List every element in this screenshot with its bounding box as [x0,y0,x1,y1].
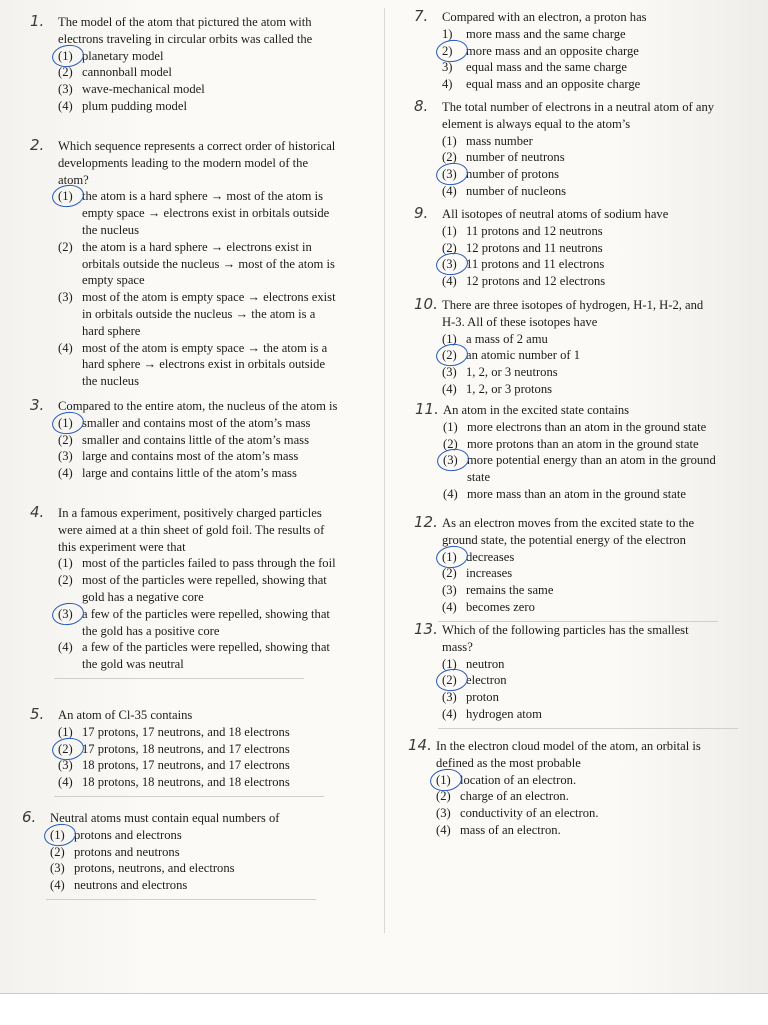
answer-option-1[interactable] [442,223,712,240]
question-stem: Neutral atoms must contain equal numbers of [50,811,280,825]
option-text: a few of the particles were repelled, showing that the gold was neutral [82,640,330,672]
question-4 [30,503,336,673]
question-number: 7. [414,7,429,25]
column-divider [384,8,385,933]
option-text: 11 protons and 11 electrons [466,257,605,272]
question-stem: In a famous experiment, positively charged particles were aimed at a thin sheet of gold foil. The results of this experiment were that [58,506,325,554]
question-13 [414,620,718,723]
option-label: (1) [442,223,457,238]
option-text: hydrogen atom [466,706,542,721]
option-label: (1) [50,827,65,842]
option-label: (2) [442,348,457,363]
answer-option-3[interactable] [58,289,336,339]
option-label: (1) [58,189,73,204]
option-label: (2) [442,673,457,688]
option-label: (3) [58,449,73,464]
option-label: (3) [58,82,73,97]
question-11 [415,400,727,503]
question-7 [414,7,712,93]
answer-option-3[interactable] [442,256,712,273]
question-12 [414,513,722,616]
option-label: (3) [442,167,457,182]
option-text: a mass of 2 amu [466,331,548,346]
option-text: a few of the particles were repelled, showing that the gold has a positive core [82,606,330,638]
option-text: conductivity of an electron. [460,806,599,821]
question-stem: As an electron moves from the excited state to the ground state, the potential energy of the electron [442,516,695,547]
answer-option-4[interactable] [442,381,717,398]
option-text: an atomic number of 1 [466,348,581,363]
option-text: smaller and contains most of the atom’s mass [82,415,311,430]
option-label: (2) [442,566,457,581]
option-label: (3) [443,453,458,468]
question-stem: Compared to the entire atom, the nucleus of the atom is [58,399,338,413]
answer-option-3[interactable] [58,606,336,640]
answer-option-3[interactable] [50,860,320,877]
option-text: increases [466,566,513,581]
question-number: 10. [414,295,438,313]
answer-option-2[interactable] [442,240,712,257]
option-text: large and contains little of the atom’s mass [82,466,297,481]
option-text: the atom is a hard sphere → most of the atom is empty space → electrons exist in orbitals outside the nucleus [82,189,330,237]
section-rule [54,678,304,679]
option-text: large and contains most of the atom’s mass [82,449,299,464]
option-label: (3) [50,861,65,876]
option-text: protons, neutrons, and electrons [74,861,235,876]
option-text: 1, 2, or 3 protons [466,381,553,396]
answer-option-3[interactable] [442,364,717,381]
section-rule [46,899,316,900]
question-stem: An atom of Cl-35 contains [58,708,193,722]
question-number: 13. [414,620,438,638]
option-label: (4) [442,274,457,289]
option-label: (2) [58,239,73,254]
question-number: 1. [30,12,45,30]
option-label: (4) [58,340,73,355]
option-label: (4) [58,466,73,481]
option-label: (3) [442,690,457,705]
answer-option-3[interactable] [436,805,718,822]
option-label: (1) [58,556,73,571]
option-label: (2) [442,150,457,165]
answer-option-1[interactable] [443,419,727,436]
option-label: (4) [442,381,457,396]
option-text: number of nucleons [466,183,567,198]
option-text: number of protons [466,167,560,182]
answer-option-2[interactable] [58,64,320,81]
question-9 [414,204,712,290]
section-rule [54,796,324,797]
answer-option-1[interactable] [442,331,717,348]
question-10 [414,295,717,398]
answer-option-1[interactable] [442,133,722,150]
option-text: remains the same [466,583,554,598]
question-number: 11. [415,400,439,418]
option-label: (1) [442,133,457,148]
option-label: (4) [443,486,458,501]
option-text: decreases [466,549,515,564]
option-text: most of the atom is empty space → the atom is a hard sphere → electrons exist in orbitals outside the nucleus [82,340,328,389]
option-label: (2) [442,240,457,255]
option-label: (4) [442,706,457,721]
option-text: more electrons than an atom in the ground state [467,419,707,434]
option-label: (4) [58,98,73,113]
question-number: 2. [30,136,45,154]
question-number: 5. [30,705,45,723]
question-stem: All isotopes of neutral atoms of sodium have [442,207,669,221]
answer-option-4[interactable] [58,340,336,390]
answer-option-4[interactable] [443,486,727,503]
option-text: equal mass and the same charge [466,60,627,75]
answer-option-4[interactable] [442,599,722,616]
option-text: 12 protons and 12 electrons [466,274,606,289]
option-text: mass of an electron. [460,822,561,837]
option-label: 4) [442,77,453,92]
answer-option-2[interactable] [443,436,727,453]
option-label: (1) [58,48,73,63]
answer-option-1[interactable] [436,772,718,789]
option-text: wave-mechanical model [82,82,205,97]
answer-option-3[interactable] [443,452,727,486]
option-label: (2) [58,741,73,756]
answer-option-1[interactable] [58,555,336,572]
question-stem: Compared with an electron, a proton has [442,10,647,24]
answer-option-1[interactable] [58,188,336,238]
answer-option-4[interactable] [442,273,712,290]
answer-option-1[interactable] [442,656,718,673]
option-text: most of the atom is empty space → electrons exist in orbitals outside the nucleus → the atom is a hard sphere [82,290,336,338]
answer-option-3[interactable] [442,582,722,599]
option-text: more mass and the same charge [466,26,626,41]
answer-option-2[interactable] [442,347,717,364]
question-stem: In the electron cloud model of the atom, an orbital is defined as the most probable [436,739,701,770]
answer-option-3[interactable] [442,689,718,706]
option-label: 2) [442,43,453,58]
option-label: (4) [50,878,65,893]
answer-option-1[interactable] [58,48,320,65]
option-label: (4) [58,640,73,655]
section-rule [438,728,738,729]
option-text: smaller and contains little of the atom’s mass [82,432,309,447]
option-text: 18 protons, 17 neutrons, and 17 electrons [82,758,290,773]
answer-option-2[interactable] [442,149,722,166]
option-label: (4) [442,599,457,614]
option-label: (1) [442,331,457,346]
option-text: most of the particles failed to pass through the foil [82,556,336,571]
option-label: 3) [442,60,453,75]
option-text: becomes zero [466,599,535,614]
answer-option-2[interactable] [436,788,718,805]
question-number: 8. [414,97,429,115]
option-label: (4) [442,183,457,198]
answer-option-2[interactable] [58,239,336,289]
option-text: 17 protons, 18 neutrons, and 17 electrons [82,741,290,756]
option-text: neutron [466,656,505,671]
option-label: (3) [442,365,457,380]
answer-option-3[interactable] [442,59,712,76]
question-number: 4. [30,503,45,521]
answer-option-1[interactable] [442,26,712,43]
answer-option-1[interactable] [50,827,320,844]
question-number: 14. [408,736,432,754]
question-number: 3. [30,396,45,414]
answer-option-2[interactable] [442,672,718,689]
answer-option-3[interactable] [58,448,338,465]
question-number: 6. [22,808,37,826]
option-label: (2) [50,844,65,859]
question-stem: The model of the atom that pictured the atom with electrons traveling in circular orbits was called the [58,15,313,46]
answer-option-3[interactable] [58,81,320,98]
answer-option-2[interactable] [58,741,316,758]
answer-option-2[interactable] [50,844,320,861]
option-text: more potential energy than an atom in the ground state [467,453,716,485]
option-text: location of an electron. [460,772,577,787]
answer-option-4[interactable] [442,76,712,93]
option-text: 12 protons and 11 neutrons [466,240,603,255]
scanner-bottom-edge [0,993,768,1025]
option-label: (1) [436,772,451,787]
option-text: protons and neutrons [74,844,180,859]
question-stem: An atom in the excited state contains [443,403,630,417]
option-label: (3) [436,806,451,821]
option-label: (3) [58,758,73,773]
answer-option-1[interactable] [58,724,316,741]
answer-option-4[interactable] [58,774,316,791]
answer-option-2[interactable] [58,572,336,606]
option-text: 18 protons, 18 neutrons, and 18 electrons [82,775,290,790]
option-text: 1, 2, or 3 neutrons [466,365,558,380]
option-text: the atom is a hard sphere → electrons exist in orbitals outside the nucleus → most of the atom is empty space [82,239,335,288]
question-5 [30,705,316,791]
answer-option-4[interactable] [442,183,722,200]
option-label: (1) [58,724,73,739]
option-label: (2) [58,573,73,588]
answer-option-1[interactable] [58,415,338,432]
option-text: proton [466,690,499,705]
option-label: (2) [58,432,73,447]
answer-option-2[interactable] [58,432,338,449]
option-text: electron [466,673,507,688]
option-text: neutrons and electrons [74,878,188,893]
question-stem: The total number of electrons in a neutral atom of any element is always equal to the atom’s [442,100,715,131]
answer-option-4[interactable] [58,639,336,673]
option-text: plum pudding model [82,98,187,113]
option-text: number of neutrons [466,150,565,165]
option-label: (1) [443,419,458,434]
option-label: (3) [58,290,73,305]
option-label: (4) [436,822,451,837]
question-2 [30,136,336,390]
question-stem: Which sequence represents a correct order of historical developments leading to the modern model of the atom? [58,139,336,187]
answer-option-3[interactable] [58,757,316,774]
answer-option-4[interactable] [50,877,320,894]
option-label: (1) [58,415,73,430]
option-text: more mass than an atom in the ground state [467,486,686,501]
question-1 [30,12,320,115]
option-label: (3) [442,583,457,598]
option-label: (4) [58,775,73,790]
question-number: 9. [414,204,429,222]
question-14 [408,736,718,839]
option-text: 11 protons and 12 neutrons [466,223,603,238]
option-label: (1) [442,656,457,671]
question-number: 12. [414,513,438,531]
option-text: 17 protons, 17 neutrons, and 18 electrons [82,724,290,739]
option-label: (2) [443,436,458,451]
option-label: (3) [58,606,73,621]
option-text: protons and electrons [74,827,182,842]
answer-option-2[interactable] [442,565,722,582]
option-label: 1) [442,26,453,41]
option-label: (2) [436,789,451,804]
option-label: (1) [442,549,457,564]
question-3 [30,396,338,482]
answer-option-4[interactable] [58,98,320,115]
question-8 [414,97,722,200]
answer-option-4[interactable] [436,822,718,839]
answer-option-3[interactable] [442,166,722,183]
question-stem: There are three isotopes of hydrogen, H-1, H-2, and H-3. All of these isotopes have [442,298,704,329]
option-label: (3) [442,257,457,272]
answer-option-4[interactable] [58,465,338,482]
option-text: charge of an electron. [460,789,569,804]
option-text: more protons than an atom in the ground state [467,436,699,451]
option-text: mass number [466,133,533,148]
answer-option-2[interactable] [442,43,712,60]
option-text: most of the particles were repelled, showing that gold has a negative core [82,573,327,604]
option-text: planetary model [82,48,164,63]
answer-option-4[interactable] [442,706,718,723]
option-label: (2) [58,65,73,80]
option-text: more mass and an opposite charge [466,43,639,58]
option-text: equal mass and an opposite charge [466,77,641,92]
option-text: cannonball model [82,65,172,80]
question-6 [22,808,320,894]
answer-option-1[interactable] [442,549,722,566]
question-stem: Which of the following particles has the smallest mass? [442,623,689,654]
